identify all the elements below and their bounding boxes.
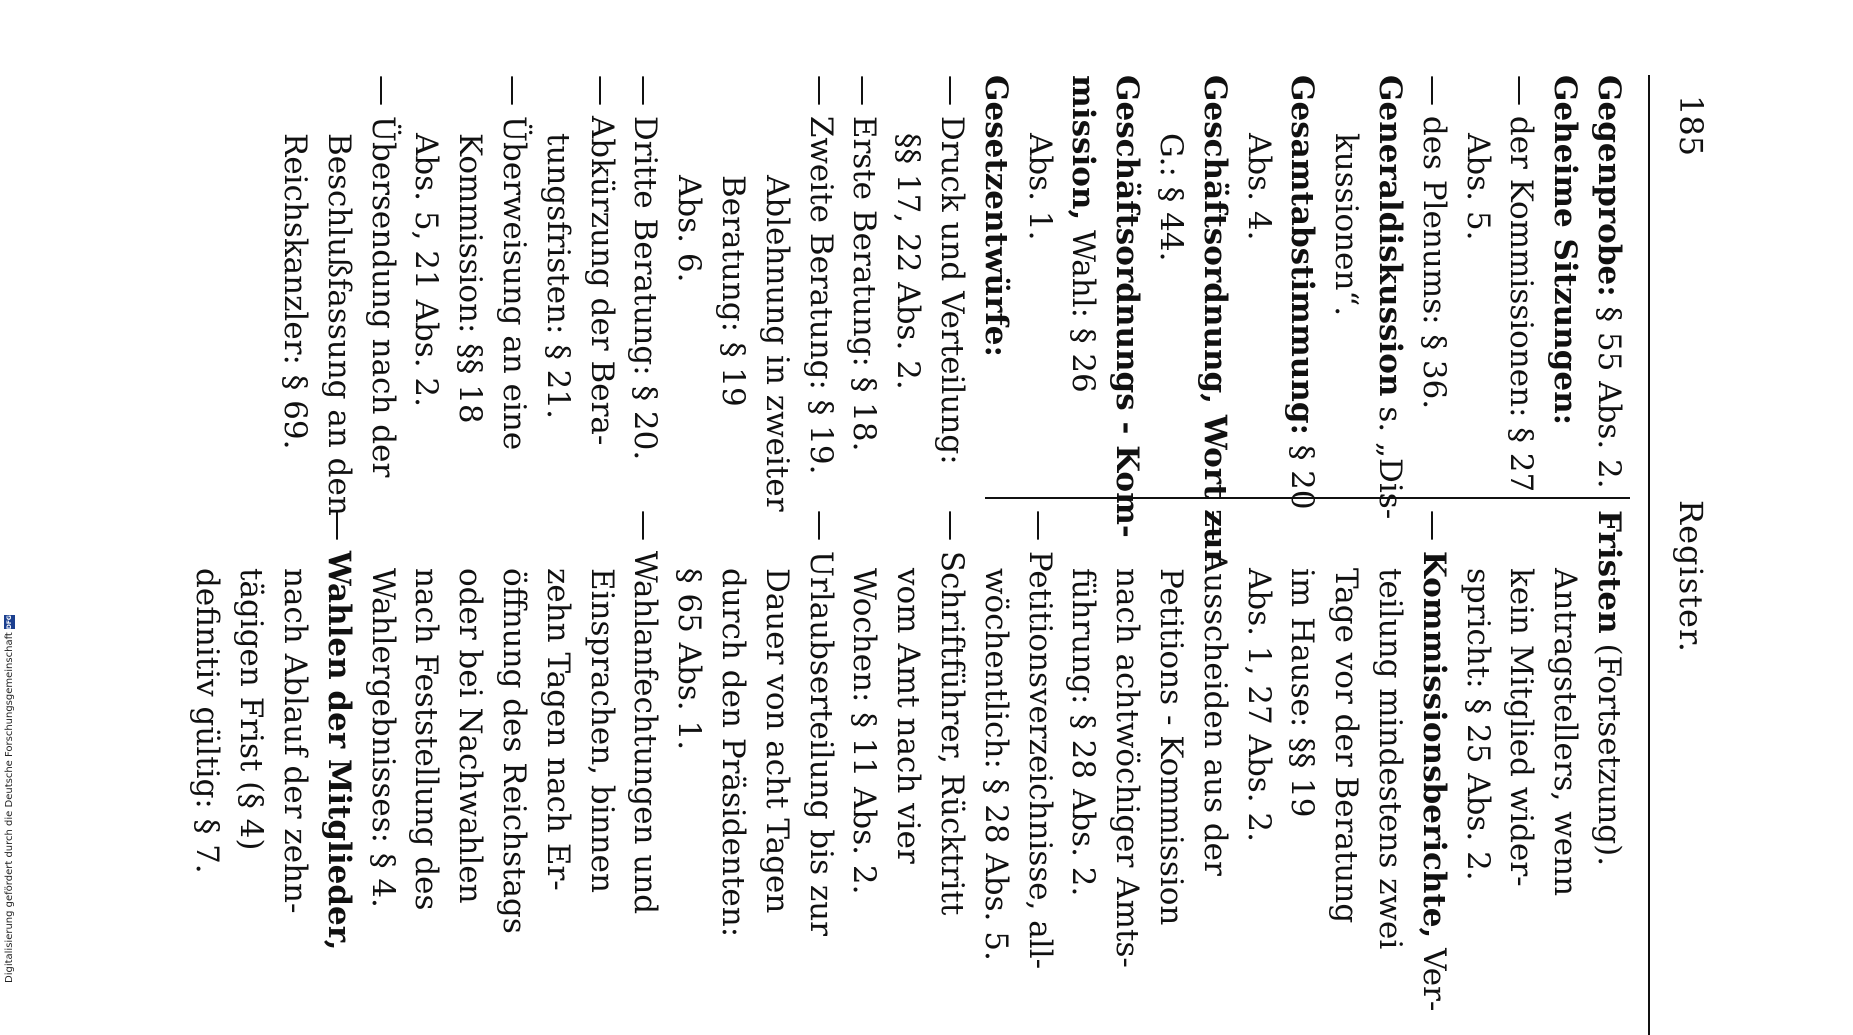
index-line — [1061, 510, 1105, 1030]
index-line — [404, 75, 448, 485]
index-text: zehn Tagen nach Er- — [539, 568, 576, 891]
index-line — [316, 75, 360, 516]
index-text: spricht: § 25 Abs. 2. — [1459, 568, 1496, 881]
index-text: Abs. 5, 21 Abs. 2. — [408, 133, 445, 408]
index-text: kein Mitglied wider- — [1503, 568, 1540, 887]
index-line — [1542, 75, 1586, 485]
index-line — [447, 75, 491, 485]
index-line — [360, 510, 404, 1030]
dfg-logo-icon: DFG — [6, 615, 13, 630]
page-header-title: Register. — [1672, 500, 1710, 653]
index-line — [710, 510, 754, 1030]
index-line — [798, 510, 842, 1030]
index-line — [1236, 75, 1280, 485]
index-text: — Ausscheiden aus der — [1196, 510, 1233, 876]
index-text: teilung mindestens zwei — [1372, 568, 1409, 950]
index-text: §§ 17, 22 Abs. 2. — [890, 133, 927, 390]
index-line — [1323, 510, 1367, 1030]
index-line — [1148, 75, 1192, 485]
index-line — [535, 510, 579, 1030]
index-text: Wahlergebnisses: § 4. — [364, 568, 401, 908]
index-text: Petitions - Kommission — [1153, 568, 1190, 926]
index-heading: Gesamtabstimmung: — [1284, 75, 1321, 435]
index-line — [1323, 75, 1367, 485]
index-text: — Schriftführer, Rücktritt — [934, 510, 971, 916]
index-line — [1017, 510, 1061, 1030]
index-line — [623, 75, 667, 485]
index-line — [710, 75, 754, 485]
index-line — [491, 510, 535, 1030]
index-text: Ablehnung in zweiter — [758, 175, 795, 512]
index-text: im Hause: §§ 19 — [1284, 568, 1321, 818]
index-heading: Geschäftsordnungs - Kom- — [1109, 75, 1146, 538]
index-text: öffnung des Reichstags — [496, 568, 533, 934]
index-line — [1104, 75, 1148, 538]
index-text: tägigen Frist (§ 4) — [233, 568, 270, 851]
index-text: § 20 — [1284, 434, 1321, 510]
index-line — [1411, 75, 1455, 485]
index-text: Abs. 1. — [1021, 133, 1058, 241]
index-text: Abs. 1, 27 Abs. 2. — [1240, 568, 1277, 843]
index-text: Dauer von acht Tagen — [758, 568, 795, 914]
index-text: (Fortsetzung). — [1591, 633, 1627, 867]
index-text: s. „Dis- — [1372, 396, 1409, 520]
index-text: nach Ablauf der zehn- — [277, 568, 314, 914]
index-text: oder bei Nachwahlen — [452, 568, 489, 904]
index-text: wöchentlich: § 28 Abs. 5. — [977, 568, 1014, 961]
index-heading: Gegenprobe: — [1591, 75, 1627, 297]
index-heading: Generaldiskussion — [1372, 75, 1409, 397]
index-text: Abs. 6. — [671, 175, 708, 283]
index-text: — Zweite Beratung: § 19. — [802, 75, 839, 475]
index-text: Einsprachen, binnen — [583, 568, 620, 893]
index-line — [1017, 75, 1061, 485]
index-line — [754, 75, 798, 512]
index-text: kussionen“. — [1328, 133, 1365, 317]
index-text: § 55 Abs. 2. — [1591, 296, 1627, 489]
index-line — [842, 75, 886, 485]
index-text: Tage vor der Beratung — [1328, 568, 1365, 924]
index-line — [447, 510, 491, 1030]
index-text: — Erste Beratung: § 18. — [846, 75, 883, 452]
index-text: durch den Präsidenten: — [715, 568, 752, 938]
index-line — [1542, 510, 1586, 1030]
index-text: — — [320, 510, 357, 551]
index-line — [404, 510, 448, 1030]
index-line — [316, 510, 360, 1030]
index-line — [973, 75, 1017, 485]
index-text: — Übersendung nach der — [364, 75, 401, 478]
index-text: definitiv gültig: § 7. — [189, 568, 226, 874]
index-heading: Kommissionsberichte, — [1415, 550, 1452, 939]
index-line — [754, 510, 798, 1030]
index-text: Wahl: § 26 — [1065, 220, 1102, 393]
page-number: 185 — [1672, 95, 1710, 157]
index-line — [185, 510, 229, 1030]
index-text: — Dritte Beratung: § 20. — [627, 75, 664, 461]
index-text: Abs. 5. — [1459, 133, 1496, 241]
index-line — [623, 510, 667, 1030]
index-heading: Geschäftsordnung, Wort zur — [1196, 75, 1233, 566]
index-heading: Wahlen der Mitglieder, — [320, 550, 357, 951]
index-text: Abs. 4. — [1240, 133, 1277, 241]
index-column-left — [272, 75, 1630, 566]
index-heading: Geheime Sitzungen: — [1547, 75, 1584, 426]
header-rule — [1648, 75, 1650, 1035]
index-heading: mission, — [1065, 75, 1102, 221]
index-text: Beschlußfassung an den — [320, 133, 357, 516]
index-text: — Urlaubserteilung bis zur — [802, 510, 839, 936]
digitization-note-text: Digitalisierung gefördert durch die Deutsche Forschungsgemeinschaft — [4, 632, 15, 983]
index-line — [1367, 75, 1411, 520]
index-text: — Druck und Verteilung: — [934, 75, 971, 465]
index-line — [666, 75, 710, 485]
index-text: — des Plenums: § 36. — [1415, 75, 1452, 410]
index-line — [579, 75, 623, 485]
index-text: Wochen: § 11 Abs. 2. — [846, 568, 883, 895]
index-line — [491, 75, 535, 485]
index-text: führung: § 28 Abs. 2. — [1065, 568, 1102, 897]
index-line — [798, 75, 842, 485]
index-line — [1367, 510, 1411, 1030]
index-text: — Wahlanfechtungen und — [627, 510, 664, 915]
index-heading: Gesetzentwürfe: — [977, 75, 1014, 357]
index-line — [1192, 510, 1236, 1030]
index-line — [666, 510, 710, 1030]
index-line — [1148, 510, 1192, 1030]
index-line — [1499, 75, 1543, 493]
digitization-note — [4, 615, 15, 983]
index-line — [272, 75, 316, 485]
index-text: — Überweisung an eine — [496, 75, 533, 451]
index-text: tungsfristen: § 21. — [539, 133, 576, 419]
index-column-right — [185, 510, 1630, 1030]
index-text: Antragstellers, wenn — [1547, 568, 1584, 897]
index-line — [1280, 75, 1324, 510]
index-text: Ver- — [1415, 938, 1452, 1012]
index-line — [1192, 75, 1236, 566]
index-text: vom Amt nach vier — [890, 568, 927, 864]
index-line — [929, 75, 973, 485]
index-line — [535, 75, 579, 485]
index-text: Beratung: § 19 — [715, 175, 752, 407]
index-line — [1499, 510, 1543, 1030]
index-text: nach achtwöchiger Amts- — [1109, 568, 1146, 968]
index-heading: Fristen — [1591, 510, 1627, 634]
index-line — [929, 510, 973, 1030]
index-line — [1236, 510, 1280, 1030]
index-line — [1104, 510, 1148, 1030]
index-line — [885, 75, 929, 485]
index-text: — Petitionsverzeichnisse, all- — [1021, 510, 1058, 970]
index-line — [1411, 510, 1455, 1030]
index-line — [272, 510, 316, 1030]
index-text: G.: § 44. — [1153, 133, 1190, 262]
index-text: — der Kommissionen: § 27 — [1503, 75, 1540, 493]
index-text: — Abkürzung der Bera- — [583, 75, 620, 446]
index-line — [973, 510, 1017, 1030]
scanned-page — [189, 75, 1710, 1035]
index-line — [1455, 510, 1499, 1030]
index-text: — — [1415, 510, 1452, 551]
index-line — [1586, 75, 1630, 489]
index-line — [360, 75, 404, 485]
index-line — [1061, 75, 1105, 485]
index-line — [229, 510, 273, 1030]
index-text: § 65 Abs. 1. — [671, 568, 708, 751]
index-line — [1586, 510, 1630, 1030]
index-line — [1280, 510, 1324, 1030]
index-line — [885, 510, 929, 1030]
index-text: nach Feststellung des — [408, 568, 445, 911]
index-text: Kommission: §§ 18 — [452, 133, 489, 424]
index-line — [842, 510, 886, 1030]
index-line — [1455, 75, 1499, 485]
index-text: Reichskanzler: § 69. — [277, 133, 314, 450]
index-line — [579, 510, 623, 1030]
